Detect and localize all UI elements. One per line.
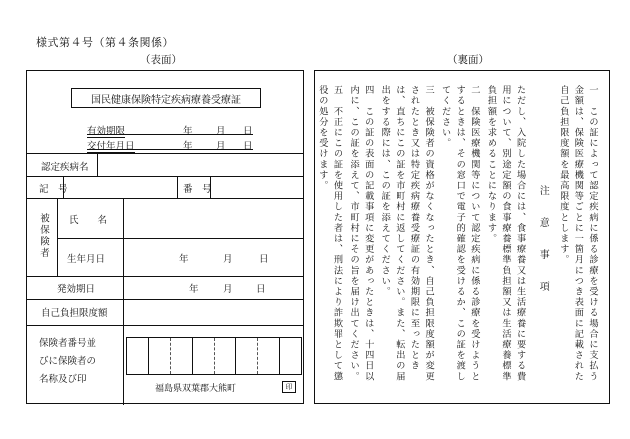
note-item-4: 四 この証の表面の記載事項に変更があったときは、十四日以内に、この証を添えて、市町村にその旨を届け出てください。 [348,85,374,382]
insured-person-label: 被保険者 [38,213,49,259]
birth-day-unit: 日 [259,254,269,265]
effective-day-unit: 日 [256,284,266,295]
issue-day-unit: 日 [243,141,253,152]
notes-text [312,85,599,391]
insurer-label-line2: びに保険者の [39,356,97,367]
issue-year-unit: 年 [183,141,193,152]
insurer-label-line1: 保険者番号並 [39,338,97,349]
copay-limit-label: 自己負担限度額 [41,308,108,319]
insurer-label-line3: 名称及び印 [39,374,87,385]
issue-month-unit: 月 [216,141,226,152]
effective-month-unit: 月 [223,284,233,295]
issue-date-label: 交付年月日 [87,138,135,153]
note-item-1: 一 この証によって認定疾病に係る診療を受ける場合に支払う金額は、保険医療機関等ごとに一箇月につき表面に記載された自己負担限度額を最高限度とします。 [557,85,598,382]
birth-year-unit: 年 [179,254,189,265]
validity-label: 有効期限 [87,123,125,138]
validity-year-unit: 年 [183,126,193,137]
form-number-label: 様式第４号（第４条関係） [36,36,174,49]
insurer-number-boxes [126,337,302,375]
certified-disease-label: 認定疾病名 [41,162,89,173]
certificate-title: 国民健康保険特定疾病療養受療証 [71,88,261,108]
validity-month-unit: 月 [216,126,226,137]
number-label: 番 号 [183,184,212,195]
effective-date-label: 発効期日 [57,284,96,295]
note-item-1-proviso: ただし、入院した場合には、食事療養又は生活療養に要する費用について、別途定額の食事療養標準負担額又は生活療養標準負担額を求めることになります。 [485,85,526,382]
notes-heading: 注 意 事 項 [537,185,549,297]
name-label: 氏 名 [69,215,108,226]
seal-icon: 印 [282,381,296,393]
insurer-address: 福島県双葉郡大熊町 [155,384,237,394]
birth-date-label: 生年月日 [67,254,106,265]
birth-month-unit: 月 [223,254,233,265]
note-item-3: 三 被保険者の資格がなくなったとき、自己負担限度額が変更されたとき又は特定疾病療養受療証の有効期限に至ったときは、直ちにこの証を市町村に返してください。また、転出の届出をする際には、この証を添えてください。 [379,85,435,382]
front-card [26,70,304,404]
back-card [314,70,610,404]
note-item-2: 二 保険医療機関等について認定疾病に係る診療を受けようとするときは、その窓口で電子的確認を受けるか、この証を渡してください。 [439,85,480,382]
validity-day-unit: 日 [243,126,253,137]
effective-year-unit: 年 [189,284,199,295]
symbol-label: 記 号 [39,184,68,195]
back-side-label: （裏面） [447,54,489,66]
front-side-label: （表面） [140,54,182,66]
note-item-5: 五 不正にこの証を使用した者は、刑法により詐欺罪として懲役の処分を受けます。 [316,85,343,382]
